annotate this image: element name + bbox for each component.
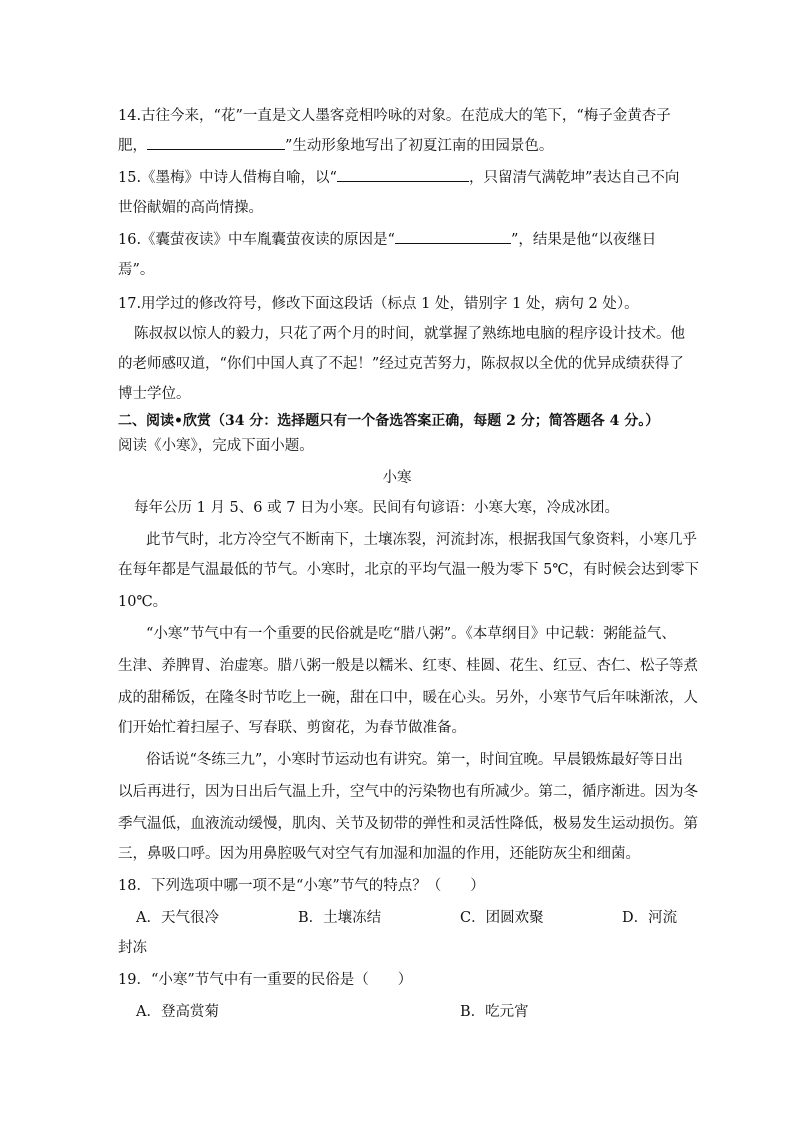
q16-line1-suffix: ”，结果是他“以夜继日 [510,232,657,248]
q14-line2-suffix: ”生动形象地写出了初夏江南的田园景色。 [285,138,554,154]
q15-line2: 世俗献媚的高尚情操。 [118,200,263,216]
q18-option-a[interactable]: A．天气很冷 [136,910,219,926]
q18-option-b[interactable]: B．土壤冻结 [298,910,382,926]
q14-line1: 14.古往今来，“花”一直是文人墨客竞相吟咏的对象。在范成大的笔下，“梅子金黄杏子 [118,108,671,124]
q16-line1-prefix: 16.《囊萤夜读》中车胤囊萤夜读的原因是“ [118,232,395,248]
q14-line2 [118,134,553,155]
article-p4-line3: 季气温低，血液流动缓慢，肌肉、关节及韧带的弹性和灵活性降低，极易发生运动损伤。第 [118,816,698,832]
q18-stem: 18．下列选项中哪一项不是“小寒”节气的特点？（ ） [118,878,485,894]
q19-option-b[interactable]: B．吃元宵 [460,1004,529,1020]
q18-option-d[interactable]: D．河流 [622,910,678,926]
article-p2-line2: 在每年都是气温最低的节气。小寒时，北京的平均气温一般为零下 5℃，有时候会达到零下 [118,562,700,578]
q14-answer-blank[interactable] [147,135,285,150]
article-p3-line3: 成的甜稀饭，在隆冬时节吃上一碗，甜在口中，暖在心头。另外，小寒节气后年味渐浓，人 [118,690,698,706]
q17-para-line1: 陈叔叔以惊人的毅力，只花了两个月的时间，就掌握了熟练地电脑的程序设计技术。他 [134,326,685,342]
q17-para-line3: 博士学位。 [118,386,191,402]
section2-instruction: 阅读《小寒》，完成下面小题。 [118,438,314,454]
q15-answer-blank[interactable] [337,167,469,182]
q18-option-c[interactable]: C．团圆欢聚 [460,910,544,926]
article-p4-line2: 以后再进行，因为日出后气温上升，空气中的污染物也有所减少。第二，循序渐进。因为冬 [118,784,698,800]
article-p3-line2: 生津、养脾胃、治虚寒。腊八粥一般是以糯米、红枣、桂圆、花生、红豆、杏仁、松子等煮 [118,658,698,674]
q16-line2: 焉”。 [118,262,155,278]
q17-para-line2: 的老师感叹道，“你们中国人真了不起！”经过克苦努力，陈叔叔以全优的优异成绩获得了 [118,356,684,372]
q15-line1-suffix: ，只留清气满乾坤”表达自己不向 [468,170,680,186]
article-p2-line3: 10℃。 [118,594,168,610]
q19-option-a[interactable]: A．登高赏菊 [136,1004,219,1020]
article-p4-line4: 三，鼻吸口呼。因为用鼻腔吸气对空气有加湿和加温的作用，还能防灰尘和细菌。 [118,846,640,862]
article-p3-line4: 们开始忙着扫屋子、写春联、剪窗花，为春节做准备。 [118,720,466,736]
article-p2-line1: 此节气时，北方冷空气不断南下，土壤冻裂，河流封冻，根据我国气象资料，小寒几乎 [146,532,697,548]
article-p1: 每年公历 1 月 5、6 或 7 日为小寒。民间有句谚语：小寒大寒，冷成冰团。 [134,500,620,516]
article-title: 小寒 [382,470,412,486]
q16-line1 [118,228,656,249]
q17-stem: 17.用学过的修改符号，修改下面这段话（标点 1 处，错别字 1 处，病句 2 处）。 [118,296,639,312]
article-p3-line1: “小寒”节气中有一个重要的民俗就是吃“腊八粥”。《本草纲目》中记载：粥能益气、 [146,626,676,642]
q15-line1 [118,166,679,187]
q16-answer-blank[interactable] [395,229,511,244]
q15-line1-prefix: 15.《墨梅》中诗人借梅自喻，以“ [118,170,337,186]
q14-line2-prefix: 肥， [118,138,147,154]
q19-stem: 19．“小寒”节气中有一重要的民俗是（ ） [118,972,413,988]
q18-option-d-continued: 封冻 [118,940,147,956]
article-p4-line1: 俗话说“冬练三九”，小寒时节运动也有讲究。第一，时间宜晚。早晨锻炼最好等日出 [146,752,683,768]
section2-heading: 二、阅读•欣赏（34 分：选择题只有一个备选答案正确，每题 2 分；简答题各 4 分。） [118,413,660,429]
